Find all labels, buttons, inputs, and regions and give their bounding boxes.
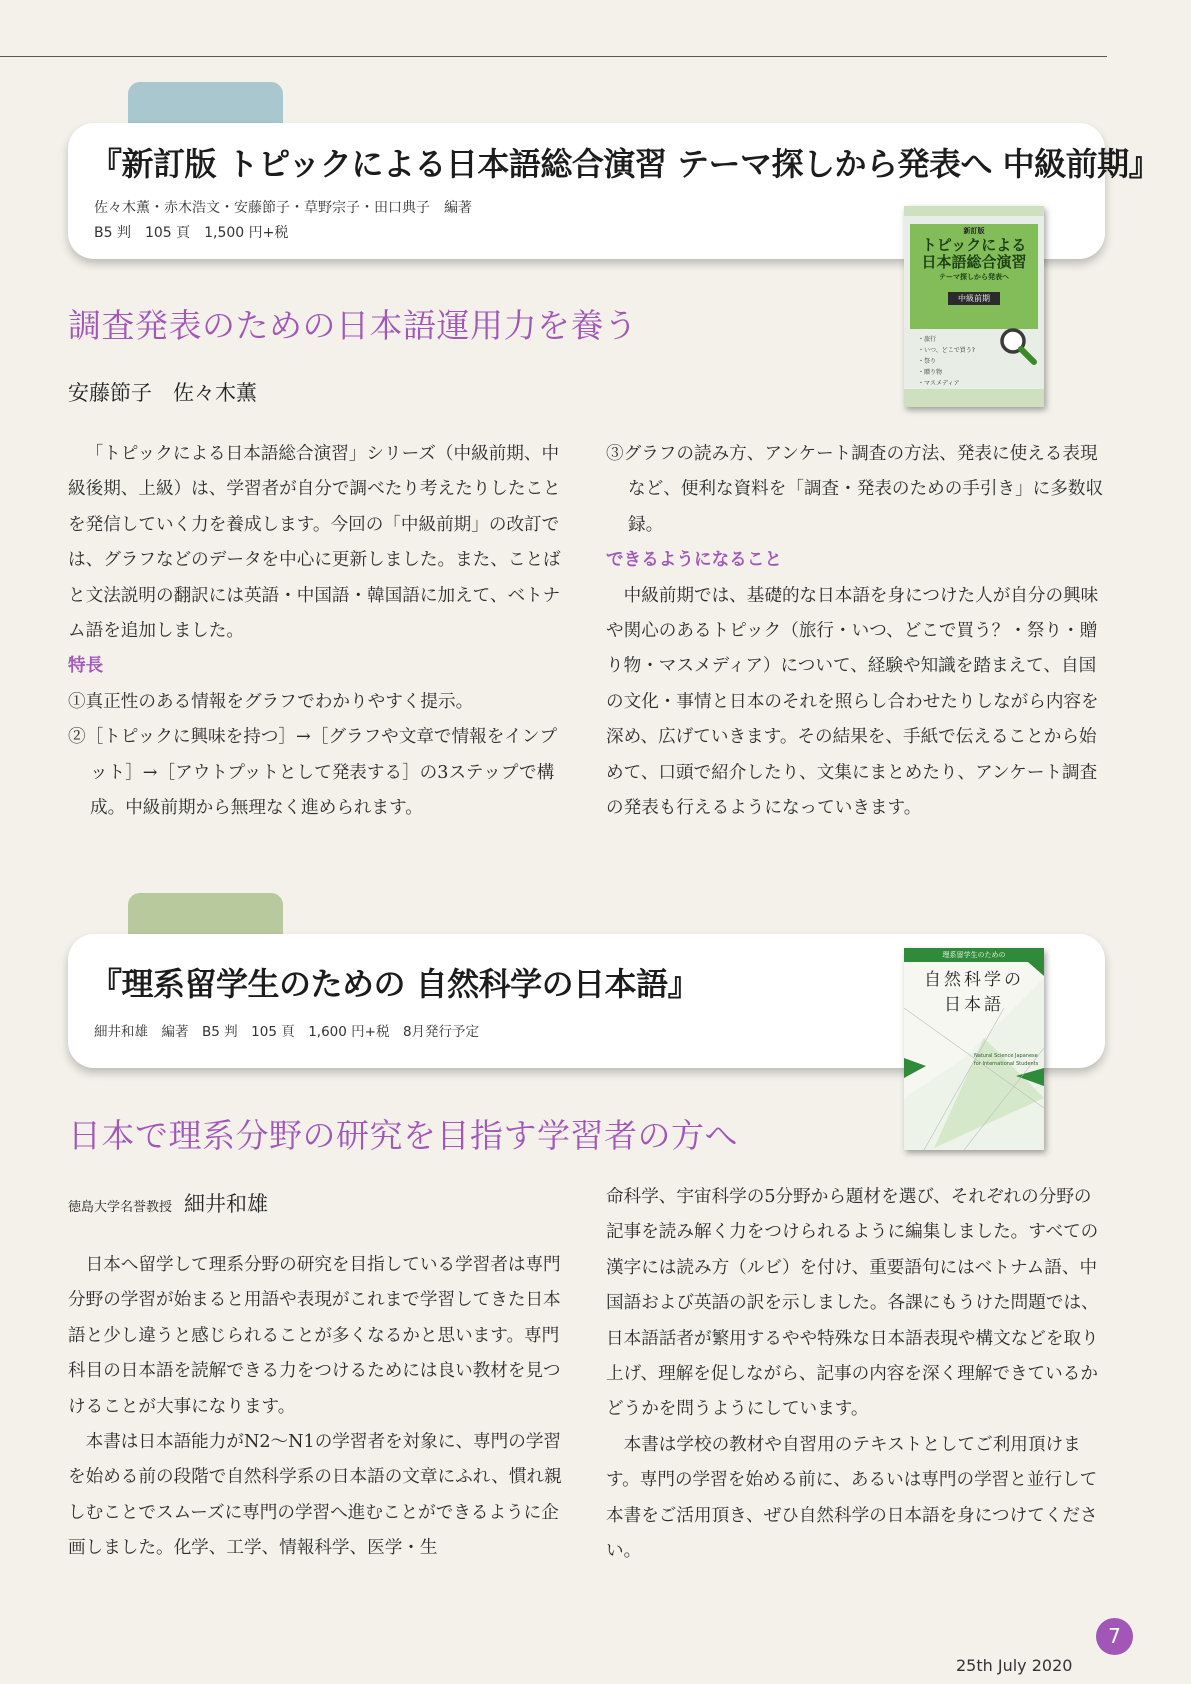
cover1-subtitle: テーマ探しから発表へ (939, 273, 1009, 281)
cover2-title-2: 日本語 (944, 995, 1004, 1015)
cover1-topics: ・旅行 ・いつ、どこで買う? ・祭り ・贈り物 ・マスメディア (918, 336, 975, 387)
book2-para2: 本書は日本語能力がN2～N1の学習者を対象に、専門の学習を始める前の段階で自然科学系の日本語の文章にふれ、慣れ親しむことでスムーズに専門の学習へ進むことができるように企画しました。化学、工学、情報科学、医学・生 (68, 1432, 562, 1559)
cover1-title-1: トピックによる (921, 236, 1027, 254)
book2-right-column (606, 1180, 1106, 1569)
book1-features-heading: 特長 (68, 656, 104, 677)
book1-headline: 調査発表のための日本語運用力を養う (68, 306, 638, 345)
feature-1: ①真正性のある情報をグラフでわかりやすく提示。 (68, 691, 474, 712)
magnifier-icon (996, 324, 1040, 368)
book2-affiliation: 徳島大学名誉教授 (68, 1200, 173, 1215)
cover1-edition: 新訂版 (963, 227, 985, 235)
book1-intro: 「トピックによる日本語総合演習」シリーズ（中級前期、中級後期、上級）は、学習者が自分で調べたり考えたりしたことを発信していく力を養成します。今回の「中級前期」の改訂では、グラフなどのデータを中心に更新しました。また、ことばと文法説明の翻訳には英語・中国語・韓国語に加えて、ベトナム語を追加しました。 (68, 444, 561, 642)
feature-2: ②［トピックに興味を持つ］→［グラフや文章で情報をインプット］→［アウトプットとして発表する］の3ステップで構成。中級前期から無理なく進められます。 (68, 727, 558, 819)
book1-outcomes: 中級前期では、基礎的な日本語を身につけた人が自分の興味や関心のあるトピック（旅行・いつ、どこで買う？・祭り・贈り物・マスメディア）について、経験や知識を踏まえて、自国の文化・事情と日本のそれを照らし合わせたりしながら内容を深め、広げていきます。その結果を、手紙で伝えることから始めて、口頭で紹介したり、文集にまとめたり、アンケート調査の発表も行えるようになっていきます。 (606, 585, 1099, 819)
cover2-top: 理系留学生のための (904, 948, 1044, 962)
cover2-english: Natural Science Japanese for International Students (974, 1053, 1039, 1067)
cover2-title-1: 自然科学の (924, 970, 1024, 990)
book2-headline: 日本で理系分野の研究を目指す学習者の方へ (68, 1116, 738, 1155)
book2-para3: 本書は学校の教材や自習用のテキストとしてご利用頂けます。専門の学習を始める前に、あるいは専門の学習と並行して本書をご活用頂き、ぜひ自然科学の日本語を身につけてください。 (606, 1434, 1098, 1562)
book2-para2-continued: 命科学、宇宙科学の5分野から題材を選び、それぞれの分野の記事を読み解く力をつけられるように編集しました。すべての漢字には読み方（ルビ）を付け、重要語句にはベトナム語、中国語および英語の訳を示しました。各課にもうけた問題では、日本語話者が繁用するやや特殊な日本語表現や構文などを取り上げ、理解を促しながら、記事の内容を深く理解できているかどうかを問うようにしています。 (606, 1187, 1099, 1420)
book1-right-column (606, 437, 1106, 826)
book1-cover-image (904, 206, 1044, 407)
book2-title: 『理系留学生のための 自然科学の日本語』 (90, 965, 700, 1003)
book2-author-line (68, 1188, 268, 1218)
book1-authors: 佐々木薫・赤木浩文・安藤節子・草野宗子・田口典子 編著 (94, 200, 472, 216)
issue-date: 25th July 2020 (956, 1656, 1073, 1675)
feature-3: ③グラフの読み方、アンケート調査の方法、発表に使える表現など、便利な資料を「調査・発表のための手引き」に多数収録。 (606, 444, 1104, 535)
book2-specs: 細井和雄 編著 B5 判 105 頁 1,600 円+税 8月発行予定 (94, 1024, 480, 1040)
page-number: 7 (1096, 1618, 1133, 1655)
book2-author: 細井和雄 (184, 1192, 269, 1216)
book2-cover-image (904, 948, 1044, 1150)
book2-left-column (68, 1248, 568, 1567)
book1-left-column (68, 437, 568, 826)
top-rule (0, 56, 1107, 57)
book1-article-authors: 安藤節子 佐々木薫 (68, 381, 257, 405)
book1-specs: B5 判 105 頁 1,500 円+税 (94, 225, 289, 241)
cover1-level: 中級前期 (948, 292, 1000, 305)
book2-para1: 日本へ留学して理系分野の研究を目指している学習者は専門分野の学習が始まると用語や表現がこれまで学習してきた日本語と少し違うと感じられることが多くなるかと思います。専門科目の日本語を読解できる力をつけるためには良い教材を見つけることが大事になります。 (68, 1255, 561, 1417)
cover1-title-2: 日本語総合演習 (921, 253, 1027, 271)
book1-title: 『新訂版 トピックによる日本語総合演習 テーマ探しから発表へ 中級前期』 (90, 145, 1161, 183)
book1-outcomes-heading: できるようになること (606, 550, 782, 571)
